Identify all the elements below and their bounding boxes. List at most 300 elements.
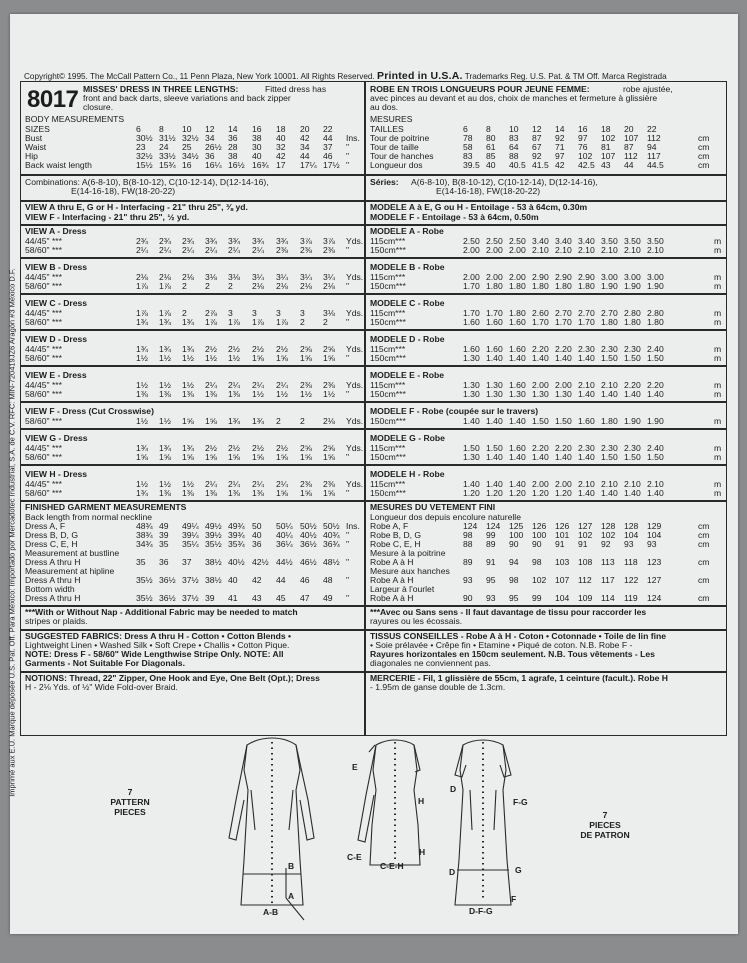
row-value: 8 xyxy=(486,124,491,134)
row-value: 2.10 xyxy=(555,245,572,255)
pattern-description: closure. xyxy=(83,102,114,112)
row-label: Back waist length xyxy=(25,160,92,170)
pattern-description: front and back darts, sleeve variations and back zipper xyxy=(83,93,291,103)
row-label: Tour de poitrine xyxy=(370,133,430,143)
row-value: 2.00 xyxy=(555,380,572,390)
row-value: 42 xyxy=(555,160,565,170)
row-value: 43 xyxy=(601,160,611,170)
row-value: 2½ xyxy=(252,443,264,453)
row-value: 2⅛ xyxy=(300,281,312,291)
row-value: 2 xyxy=(228,281,233,291)
dress-c-e-h-drawing xyxy=(358,740,420,865)
row-value: 123 xyxy=(647,557,662,567)
row-value: 2½ xyxy=(276,344,288,354)
sens-note: rayures ou les écossais. xyxy=(370,616,463,626)
tissus-line: diagonales ne conviennent pas. xyxy=(370,658,491,668)
row-value: 2.90 xyxy=(555,272,572,282)
notions-line: H - 2⅛ Yds. of ½" Wide Fold-over Braid. xyxy=(25,682,178,692)
row-label: 115cm*** xyxy=(370,443,406,453)
fabrics-line: Lightweight Linen • Washed Silk • Soft Crepe • Challis • Cotton Pique. xyxy=(25,640,290,650)
row-unit: Yds. xyxy=(346,272,364,282)
row-value: 1.40 xyxy=(578,452,595,462)
combinations: Combinations: A(6-8-10), B(8-10-12), C(10-12-14), D(12-14-16), xyxy=(25,177,269,187)
modele-title: MODELE H - Robe xyxy=(370,469,445,479)
row-value: 90 xyxy=(509,539,519,549)
row-value: 2.90 xyxy=(578,272,595,282)
row-value: 1¾ xyxy=(228,416,240,426)
row-value: 1.80 xyxy=(578,281,595,291)
row-value: 1⅝ xyxy=(182,452,194,462)
series: A(6-8-10), B(8-10-12), C(10-12-14), D(12-14-16), xyxy=(411,177,598,187)
row-label: 58/60" *** xyxy=(25,488,62,498)
row-value: 92 xyxy=(532,151,542,161)
row-value: 2 xyxy=(182,281,187,291)
row-value: 128 xyxy=(624,521,639,531)
row-value: 2⅜ xyxy=(323,380,335,390)
row-value: 37½ xyxy=(182,593,199,603)
row-value: 40 xyxy=(276,133,286,143)
row-value: 125 xyxy=(509,521,524,531)
row-value: 3¾ xyxy=(276,236,288,246)
row-value: 49 xyxy=(323,593,333,603)
row-value: 2¼ xyxy=(205,380,217,390)
row-unit: cm xyxy=(698,530,710,540)
drawing-label: H xyxy=(419,847,426,857)
row-label: Robe A à H xyxy=(370,557,414,567)
row-value: 1.30 xyxy=(463,389,480,399)
row-value: 127 xyxy=(647,575,662,585)
row-value: 2.30 xyxy=(624,443,641,453)
row-value: 1⅝ xyxy=(276,488,288,498)
row-value: 1.50 xyxy=(647,353,664,363)
row-value: 2.90 xyxy=(532,272,549,282)
row-value: 1.40 xyxy=(555,452,572,462)
row-value: 35½ xyxy=(136,593,153,603)
row-value: 3¼ xyxy=(323,272,335,282)
row-unit: m xyxy=(714,488,722,498)
row-value: 2.00 xyxy=(532,479,549,489)
row-value: 39 xyxy=(159,530,169,540)
row-value: 38 xyxy=(228,151,238,161)
drawing-label: G xyxy=(515,865,522,875)
row-unit: cm xyxy=(698,160,710,170)
row-value: 2.20 xyxy=(624,380,641,390)
row-value: 2⅝ xyxy=(300,344,312,354)
row-unit: " xyxy=(346,353,350,363)
row-value: 1.30 xyxy=(463,353,480,363)
row-value: 94 xyxy=(647,142,657,152)
row-value: 1⅜ xyxy=(252,488,264,498)
row-value: 99 xyxy=(532,593,542,603)
row-label: 58/60" *** xyxy=(25,281,62,291)
view-title: VIEW A - Dress xyxy=(25,226,87,236)
row-value: 1½ xyxy=(323,389,335,399)
row-label: Dress A thru H xyxy=(25,557,81,567)
row-value: 1.80 xyxy=(555,281,572,291)
row-value: 1½ xyxy=(136,416,148,426)
row-value: 101 xyxy=(555,530,570,540)
row-value: 16 xyxy=(578,124,588,134)
row-value: 1⅞ xyxy=(136,281,148,291)
row-value: 1.40 xyxy=(509,452,526,462)
row-value: 1.30 xyxy=(509,389,526,399)
row-value: 98 xyxy=(463,530,473,540)
copyright-line: Copyright© 1995. The McCall Pattern Co., 11 Penn Plaza, New York 10001. All Rights Reserved. Printed in U.S.A. Trademarks Reg. U.S. Pat. & TM Off. Marca Registrada xyxy=(24,70,667,82)
row-value: 44 xyxy=(276,575,286,585)
row-label: 150cm*** xyxy=(370,245,406,255)
row-value: 112 xyxy=(624,151,638,161)
row-value: 34 xyxy=(205,133,215,143)
row-value: 1.40 xyxy=(486,416,503,426)
nap-note: ***With or Without Nap - Additional Fabric may be needed to match xyxy=(25,607,298,617)
interfacing: VIEW F - Interfacing - 21" thru 25", ½ yd. xyxy=(25,212,190,222)
row-value: 39½ xyxy=(205,530,222,540)
row-value: 127 xyxy=(578,521,593,531)
row-value: 2.30 xyxy=(578,344,595,354)
row-value: 93 xyxy=(624,539,634,549)
row-unit: m xyxy=(714,443,722,453)
row-value: 2⅛ xyxy=(182,272,194,282)
row-value: 1⅝ xyxy=(182,416,194,426)
row-unit: m xyxy=(714,272,722,282)
drawing-label: D xyxy=(450,784,457,794)
row-value: 46 xyxy=(323,151,333,161)
row-value: 3.50 xyxy=(647,236,664,246)
mesures-title: MESURES xyxy=(370,114,413,124)
row-value: 2 xyxy=(323,317,328,327)
row-unit: " xyxy=(346,317,350,327)
row-value: 2¼ xyxy=(252,479,264,489)
row-label: Dress B, D, G xyxy=(25,530,79,540)
row-label: 150cm*** xyxy=(370,389,406,399)
row-unit: Yds. xyxy=(346,479,364,489)
row-value: 1.30 xyxy=(463,380,480,390)
drawing-label: A-B xyxy=(263,907,279,917)
side-import-text: Imprimé aux E.U. Marque déposée U.S. Pat. Off. Para México: Importado por Mercadotec Industrial, S.A. de C.V. RFC: MIN-720419JZ6 Aragón #3 México D.F. xyxy=(7,268,17,797)
row-value: 112 xyxy=(647,133,661,143)
row-value: 2.50 xyxy=(509,236,526,246)
row-value: 1½ xyxy=(300,389,312,399)
row-value: 1.40 xyxy=(601,488,618,498)
row-value: 87 xyxy=(532,133,542,143)
row-label: Robe A à H xyxy=(370,575,414,585)
row-value: 36½ xyxy=(159,575,176,585)
row-unit: Yds. xyxy=(346,380,364,390)
row-value: 118 xyxy=(624,557,638,567)
row-value: 39 xyxy=(205,593,215,603)
row-value: 2.40 xyxy=(647,344,664,354)
row-value: 1.90 xyxy=(601,281,618,291)
pattern-description-fr: avec pinces au devant et au dos, choix de manches et fermeture à glissière xyxy=(370,93,658,103)
row-value: 2.70 xyxy=(578,308,595,318)
row-unit: Ins. xyxy=(346,521,360,531)
row-value: 1½ xyxy=(228,353,240,363)
row-value: 2¼ xyxy=(252,245,264,255)
row-value: 3.50 xyxy=(601,236,618,246)
row-value: 1.80 xyxy=(486,281,503,291)
row-value: 2.60 xyxy=(532,308,549,318)
row-value: 102 xyxy=(601,530,616,540)
row-value: 117 xyxy=(647,151,661,161)
row-value: 3 xyxy=(228,308,233,318)
row-value: 2.20 xyxy=(532,344,549,354)
pattern-pieces-label-2: PIECES xyxy=(114,807,146,817)
row-value: 1½ xyxy=(159,479,171,489)
row-value: 2.10 xyxy=(624,479,641,489)
row-value: 1⅞ xyxy=(136,308,148,318)
row-value: 2.30 xyxy=(624,344,641,354)
row-value: 97 xyxy=(578,133,588,143)
row-value: 3 xyxy=(252,308,257,318)
row-value: 104 xyxy=(555,593,570,603)
row-value: 81 xyxy=(601,142,611,152)
row-value: 2.10 xyxy=(578,245,595,255)
row-value: 2 xyxy=(300,317,305,327)
row-value: 93 xyxy=(486,593,496,603)
row-value: 1¾ xyxy=(136,488,148,498)
row-label: Robe B, D, G xyxy=(370,530,422,540)
row-value: 39¼ xyxy=(182,530,199,540)
row-value: 50½ xyxy=(323,521,340,531)
row-value: 1.50 xyxy=(601,452,618,462)
row-value: 1.50 xyxy=(624,452,641,462)
row-value: 49¾ xyxy=(228,521,245,531)
view-title: VIEW G - Dress xyxy=(25,433,88,443)
row-value: 1⅞ xyxy=(276,317,288,327)
row-value: 45 xyxy=(276,593,286,603)
tissus-line: • Soie prélavée • Crêpe fin • Etamine • Piqué de coton. N.B. Robe F - xyxy=(370,640,633,650)
row-value: 35 xyxy=(136,557,146,567)
row-value: 1⅝ xyxy=(276,353,288,363)
row-label: 44/45" *** xyxy=(25,272,62,282)
row-value: 126 xyxy=(555,521,570,531)
row-value: 1.90 xyxy=(647,281,664,291)
row-value: 124 xyxy=(486,521,501,531)
row-unit: Yds. xyxy=(346,308,364,318)
row-value: 44 xyxy=(624,160,634,170)
row-value: 2⅞ xyxy=(205,308,217,318)
row-value: 71 xyxy=(555,142,565,152)
row-value: 2.20 xyxy=(647,380,664,390)
row-value: 2⅝ xyxy=(323,443,335,453)
row-value: 42 xyxy=(252,575,262,585)
row-value: 2.50 xyxy=(486,236,503,246)
row-value: 92 xyxy=(601,539,611,549)
row-value: 91 xyxy=(486,557,496,567)
row-value: 94 xyxy=(509,557,519,567)
row-value: 37 xyxy=(182,557,192,567)
row-value: 31½ xyxy=(159,133,176,143)
row-label: 115cm*** xyxy=(370,308,406,318)
row-value: 1⅜ xyxy=(205,488,217,498)
mercerie-line: MERCERIE - Fil, 1 glissière de 55cm, 1 agrafe, 1 ceinture (facult.). Robe H xyxy=(370,673,669,683)
row-value: 1⅝ xyxy=(323,488,335,498)
notions-line: NOTIONS: Thread, 22" Zipper, One Hook and Eye, One Belt (Opt.); Dress xyxy=(25,673,320,683)
row-value: 6 xyxy=(136,124,141,134)
row-label: 115cm*** xyxy=(370,380,406,390)
row-value: 37½ xyxy=(182,575,199,585)
row-value: 2¼ xyxy=(228,479,240,489)
row-value: 16¾ xyxy=(252,160,269,170)
row-value: 40 xyxy=(486,160,496,170)
row-value: 93 xyxy=(463,575,473,585)
row-value: 3.00 xyxy=(624,272,641,282)
trademark-line: Trademarks Reg. U.S. Pat. & TM Off. Marca Registrada xyxy=(464,72,667,81)
row-value: 46½ xyxy=(300,557,317,567)
sens-note: ***Avec ou Sans sens - Il faut davantage de tissu pour raccorder les xyxy=(370,607,647,617)
row-value: 91 xyxy=(555,539,565,549)
row-value: 35½ xyxy=(205,539,222,549)
row-value: 1.50 xyxy=(555,416,572,426)
row-value: 8 xyxy=(159,124,164,134)
row-value: 64 xyxy=(509,142,519,152)
row-value: 1.40 xyxy=(532,353,549,363)
row-unit: " xyxy=(346,142,350,152)
row-value: 104 xyxy=(624,530,639,540)
row-value: 3⅞ xyxy=(323,236,335,246)
fabrics-line: Garments - Not Suitable For Diagonals. xyxy=(25,658,185,668)
row-value: 18 xyxy=(276,124,286,134)
row-value: 20 xyxy=(300,124,310,134)
row-value: 41 xyxy=(228,593,238,603)
row-unit: m xyxy=(714,317,722,327)
row-value: 3⅛ xyxy=(323,308,335,318)
pieces-patron-count: 7 xyxy=(602,810,608,820)
drawing-label: F xyxy=(511,894,517,904)
row-value: 1.50 xyxy=(647,452,664,462)
row-value: 122 xyxy=(624,575,639,585)
row-value: 1.40 xyxy=(486,452,503,462)
row-value: 1½ xyxy=(136,479,148,489)
row-value: 1.40 xyxy=(532,452,549,462)
row-value: 2¼ xyxy=(182,245,194,255)
pattern-description-fr: robe ajustée, xyxy=(623,84,673,94)
row-value: 2½ xyxy=(205,344,217,354)
row-value: 1.70 xyxy=(578,317,595,327)
row-value: 1.80 xyxy=(601,416,618,426)
row-value: 1⅝ xyxy=(136,452,148,462)
row-value: 50½ xyxy=(300,521,317,531)
row-value: 40½ xyxy=(228,557,245,567)
row-label: Dress A thru H xyxy=(25,575,81,585)
row-value: 1.70 xyxy=(532,317,549,327)
modele-title: MODELE D - Robe xyxy=(370,334,445,344)
row-value: 2¾ xyxy=(159,236,171,246)
row-value: 2.10 xyxy=(532,245,549,255)
row-value: 2⅛ xyxy=(323,281,335,291)
row-value: 1¾ xyxy=(182,344,194,354)
row-value: 1¾ xyxy=(136,344,148,354)
row-value: 1.60 xyxy=(486,344,503,354)
modele-title: MODELE F - Robe (coupée sur le travers) xyxy=(370,406,539,416)
row-value: 1⅜ xyxy=(182,488,194,498)
row-value: 34¾ xyxy=(136,539,153,549)
row-unit: Yds. xyxy=(346,443,364,453)
view-title: VIEW C - Dress xyxy=(25,298,88,308)
row-value: 1.60 xyxy=(509,443,526,453)
row-label: 44/45" *** xyxy=(25,308,62,318)
row-value: 2.00 xyxy=(486,245,503,255)
row-unit: m xyxy=(714,236,722,246)
row-value: 10 xyxy=(509,124,519,134)
row-value: 128 xyxy=(601,521,616,531)
row-value: 83 xyxy=(463,151,473,161)
pattern-description-fr: au dos. xyxy=(370,102,399,112)
row-value: 99 xyxy=(486,530,496,540)
row-value: 1.30 xyxy=(486,389,503,399)
row-value: 36 xyxy=(252,539,262,549)
row-label: Bottom width xyxy=(25,584,75,594)
row-value: 67 xyxy=(532,142,542,152)
view-title: VIEW B - Dress xyxy=(25,262,88,272)
row-value: 1.90 xyxy=(624,416,641,426)
row-value: 2⅛ xyxy=(136,272,148,282)
row-value: 12 xyxy=(532,124,542,134)
view-title: VIEW H - Dress xyxy=(25,469,88,479)
row-value: 3⅛ xyxy=(205,272,217,282)
row-value: 2.00 xyxy=(463,272,480,282)
row-value: 85 xyxy=(486,151,496,161)
row-value: 2.00 xyxy=(509,245,526,255)
row-label: 150cm*** xyxy=(370,281,406,291)
row-value: 2⅜ xyxy=(300,380,312,390)
row-unit: cm xyxy=(698,557,710,567)
row-value: 12 xyxy=(205,124,215,134)
row-value: 1.70 xyxy=(463,281,480,291)
row-label: 115cm*** xyxy=(370,236,406,246)
row-value: 2.10 xyxy=(647,479,664,489)
mesures-fini-title: MESURES DU VETEMENT FINI xyxy=(370,502,496,512)
row-value: 117 xyxy=(601,575,615,585)
row-value: 2 xyxy=(300,416,305,426)
row-value: 58 xyxy=(463,142,473,152)
row-value: 100 xyxy=(509,530,524,540)
row-value: 2½ xyxy=(252,344,264,354)
row-value: 2½ xyxy=(228,344,240,354)
drawing-label: D xyxy=(449,867,456,877)
row-value: 32½ xyxy=(182,133,199,143)
row-value: 25 xyxy=(182,142,192,152)
row-value: 1.40 xyxy=(486,479,503,489)
row-value: 1.40 xyxy=(624,389,641,399)
modele-title: MODELE E - Robe xyxy=(370,370,445,380)
row-value: 2.20 xyxy=(555,443,572,453)
row-unit: " xyxy=(346,151,350,161)
row-value: 40¼ xyxy=(276,530,293,540)
row-value: 1⅞ xyxy=(159,281,171,291)
pattern-number: 8017 xyxy=(27,86,79,113)
row-value: 37 xyxy=(323,142,333,152)
row-value: 78 xyxy=(463,133,473,143)
row-value: 47 xyxy=(300,593,310,603)
row-value: 1½ xyxy=(159,353,171,363)
row-value: 15¾ xyxy=(159,160,176,170)
row-value: 1.50 xyxy=(463,443,480,453)
row-unit: m xyxy=(714,389,722,399)
row-value: 48¾ xyxy=(136,521,153,531)
row-value: 2¼ xyxy=(252,380,264,390)
row-value: 3⅛ xyxy=(228,272,240,282)
row-value: 38½ xyxy=(205,557,222,567)
row-value: 1⅞ xyxy=(159,308,171,318)
drawing-label: E xyxy=(352,762,358,772)
interfacing: VIEW A thru E, G or H - Interfacing - 21" thru 25", ⅜ yd. xyxy=(25,202,248,212)
row-value: 2⅛ xyxy=(323,416,335,426)
row-unit: " xyxy=(346,530,350,540)
row-value: 34½ xyxy=(182,151,199,161)
row-label: 58/60" *** xyxy=(25,353,62,363)
row-value: 2¼ xyxy=(228,380,240,390)
